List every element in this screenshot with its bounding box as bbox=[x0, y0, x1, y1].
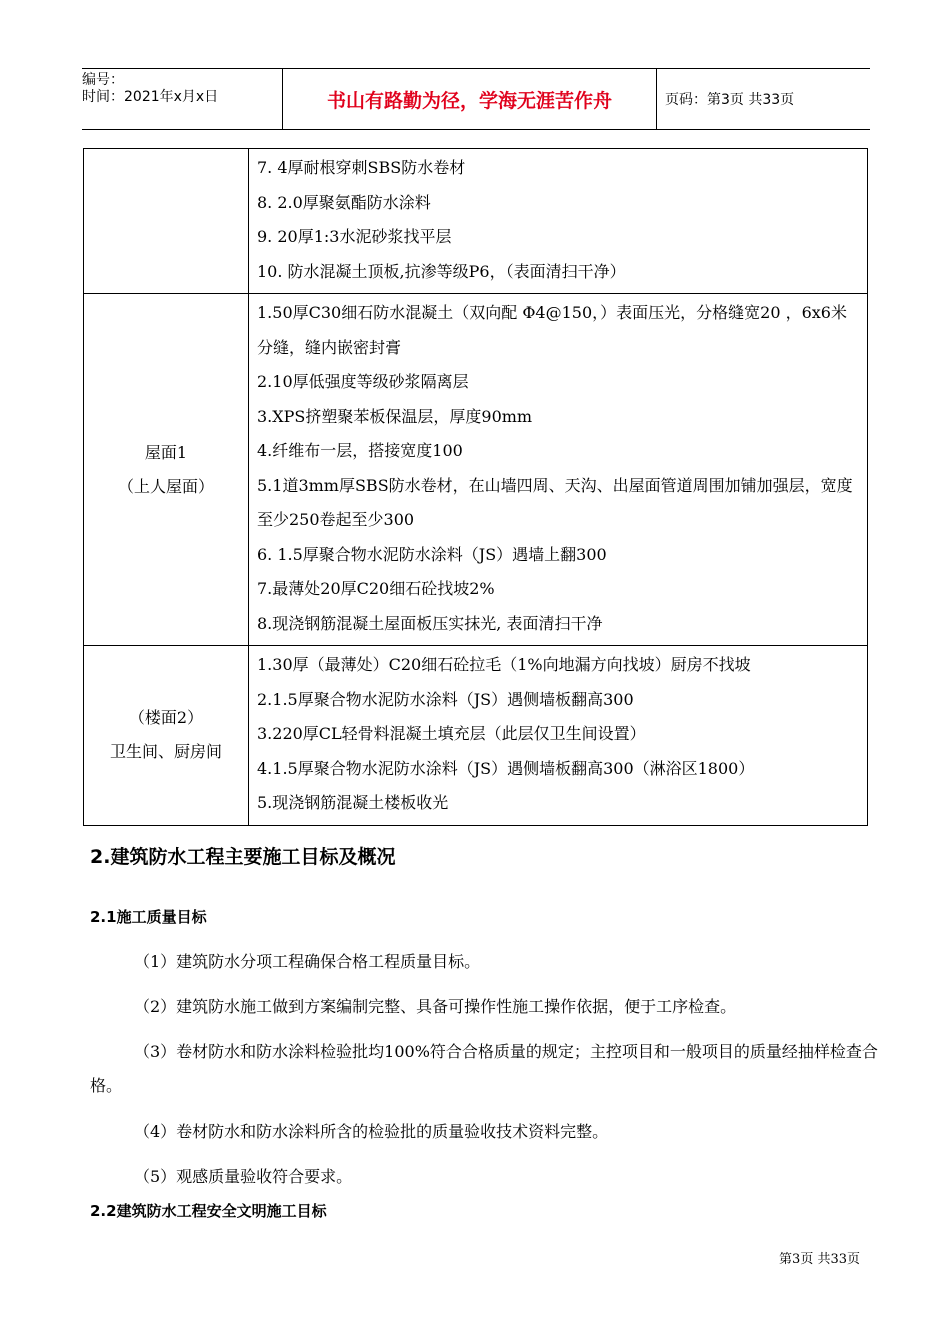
header-meta bbox=[82, 69, 282, 129]
row-label bbox=[84, 294, 249, 646]
list-item: 9. 20厚1:3水泥砂浆找平层 bbox=[257, 227, 452, 246]
table-row bbox=[84, 294, 868, 646]
list-item: 3.220厚CL轻骨料混凝土填充层（此层仅卫生间设置） bbox=[257, 724, 646, 743]
list-item: 5.1道3mm厚SBS防水卷材，在山墙四周、天沟、出屋面管道周围加铺加强层，宽度至少250卷起至少300 bbox=[257, 475, 853, 529]
paragraph: （1）建筑防水分项工程确保合格工程质量目标。 bbox=[134, 952, 481, 971]
list-item: 6. 1.5厚聚合物水泥防水涂料（JS）遇墙上翻300 bbox=[257, 544, 607, 564]
list-item: 4.纤维布一层，搭接宽度100 bbox=[257, 441, 463, 460]
construction-spec-table bbox=[83, 148, 868, 826]
list-item: 8.现浇钢筋混凝土屋面板压实抹光, 表面清扫干净 bbox=[257, 613, 603, 633]
list-item: 3.XPS挤塑聚苯板保温层，厚度90mm bbox=[257, 406, 533, 426]
row-label-line2: （上人屋面） bbox=[117, 476, 214, 496]
paragraph: （3）卷材防水和防水涂料检验批均100%符合合格质量的规定；主控项目和一般项目的质量经抽样检查合格。 bbox=[90, 1042, 878, 1095]
row-items bbox=[249, 294, 868, 646]
paragraph: （2）建筑防水施工做到方案编制完整、具备可操作性施工操作依据，便于工序检查。 bbox=[134, 997, 737, 1016]
header-page-info: 页码：第3页 共33页 bbox=[665, 92, 795, 108]
list-item: 7.最薄处20厚C20细石砼找坡2% bbox=[257, 579, 495, 598]
list-item: 7. 4厚耐根穿刺SBS防水卷材 bbox=[257, 158, 466, 177]
row-label bbox=[84, 149, 249, 294]
list-item: 1.30厚（最薄处）C20细石砼拉毛（1%向地漏方向找坡）厨房不找坡 bbox=[257, 655, 751, 674]
row-items bbox=[249, 149, 868, 294]
row-items bbox=[249, 646, 868, 826]
header-time: 时间：2021年x月x日 bbox=[82, 89, 219, 105]
section-title: 2.建筑防水工程主要施工目标及概况 bbox=[90, 846, 396, 868]
paragraph: （4）卷材防水和防水涂料所含的检验批的质量验收技术资料完整。 bbox=[134, 1122, 609, 1141]
list-item: 1.50厚C30细石防水混凝土（双向配 Φ4@150，）表面压光，分格缝宽20 ，6x6米分缝，缝内嵌密封膏 bbox=[257, 303, 847, 357]
row-label-line1: （楼面2） bbox=[128, 708, 204, 728]
row-label-line2: 卫生间、厨房间 bbox=[109, 742, 222, 762]
row-label bbox=[84, 646, 249, 826]
subsection-title: 2.1施工质量目标 bbox=[90, 908, 207, 926]
subsection-title: 2.2建筑防水工程安全文明施工目标 bbox=[90, 1202, 327, 1220]
page-header bbox=[82, 68, 870, 130]
table-row bbox=[84, 646, 868, 826]
list-item: 2.1.5厚聚合物水泥防水涂料（JS）遇侧墙板翻高300 bbox=[257, 689, 634, 709]
list-item: 10. 防水混凝土顶板,抗渗等级P6，（表面清扫干净） bbox=[257, 261, 626, 281]
list-item: 5.现浇钢筋混凝土楼板收光 bbox=[257, 793, 449, 812]
list-item: 4.1.5厚聚合物水泥防水涂料（JS）遇侧墙板翻高300（淋浴区1800） bbox=[257, 758, 755, 778]
list-item: 2.10厚低强度等级砂浆隔离层 bbox=[257, 372, 469, 391]
header-number: 编号： bbox=[82, 72, 124, 88]
header-motto: 书山有路勤为径，学海无涯苦作舟 bbox=[282, 69, 657, 129]
row-label-line1: 屋面1 bbox=[144, 442, 188, 462]
list-item: 8. 2.0厚聚氨酯防水涂料 bbox=[257, 192, 431, 212]
page-footer: 第3页 共33页 bbox=[779, 1252, 860, 1267]
table-row bbox=[84, 149, 868, 294]
paragraph: （5）观感质量验收符合要求。 bbox=[134, 1167, 353, 1186]
